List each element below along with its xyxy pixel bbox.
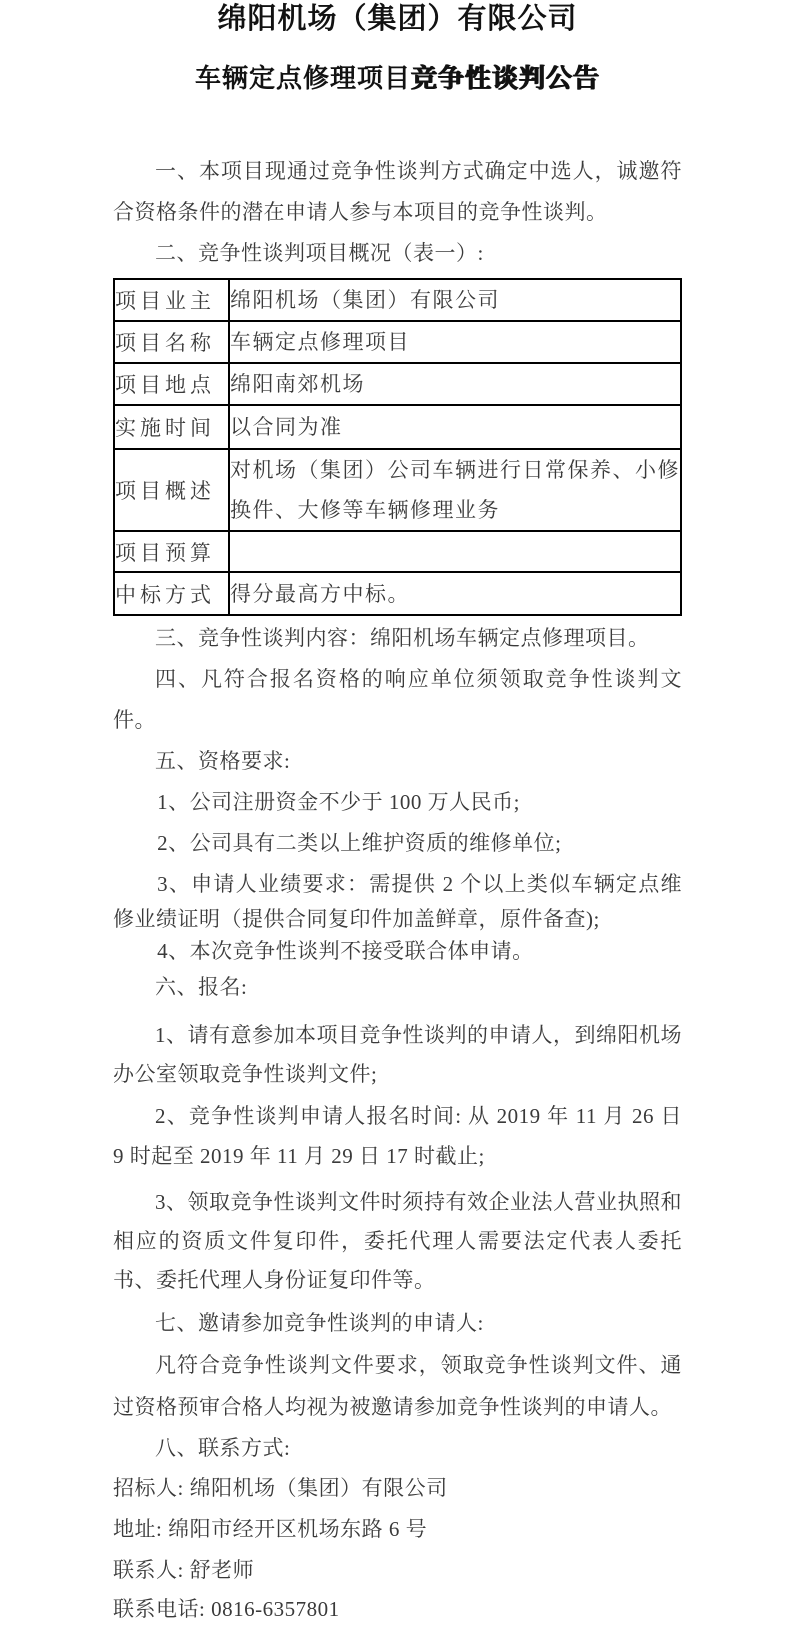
subtitle-project-name: 车辆定点修理项目	[194, 64, 411, 93]
table-label-cell: 项目预算	[114, 531, 229, 572]
paragraph-signup-1: 1、请有意参加本项目竞争性谈判的申请人，到绵阳机场办公室领取竞争性谈判文件;	[113, 1023, 682, 1086]
paragraph-contact-heading: 八、联系方式:	[155, 1436, 291, 1460]
paragraph-intro: 一、本项目现通过竞争性谈判方式确定中选人，诚邀符合资格条件的潜在申请人参与本项目的竞争性谈判。	[113, 159, 682, 224]
table-label-cell: 项目概述	[114, 449, 229, 531]
paragraph-signup-3: 3、领取竞争性谈判文件时须持有效企业法人营业执照和相应的资质文件复印件，委托代理人需要法定代表人委托书、委托代理人身份证复印件等。	[113, 1190, 682, 1292]
paragraph-content: 三、竞争性谈判内容：绵阳机场车辆定点修理项目。	[155, 626, 650, 650]
table-label-cell: 中标方式	[114, 572, 229, 615]
paragraph-eligibility: 四、凡符合报名资格的响应单位须领取竞争性谈判文件。	[113, 667, 682, 732]
table-label-cell: 项目名称	[114, 321, 229, 363]
project-overview-table	[113, 278, 682, 616]
paragraph-qualification-heading: 五、资格要求:	[155, 749, 291, 773]
table-value-cell: 绵阳南郊机场	[229, 363, 681, 405]
paragraph-qual-4: 4、本次竞争性谈判不接受联合体申请。	[157, 939, 534, 963]
table-row	[114, 363, 681, 405]
table-value-cell: 车辆定点修理项目	[229, 321, 681, 363]
table-value-cell	[229, 531, 681, 572]
paragraph-signup-heading: 六、报名:	[155, 975, 248, 999]
paragraph-invite-heading: 七、邀请参加竞争性谈判的申请人:	[155, 1311, 484, 1335]
table-row	[114, 321, 681, 363]
table-label-cell: 项目业主	[114, 279, 229, 321]
paragraph-invite-body: 凡符合竞争性谈判文件要求，领取竞争性谈判文件、通过资格预审合格人均视为被邀请参加竞争性谈判的申请人。	[113, 1353, 682, 1419]
table-value-cell: 得分最高方中标。	[229, 572, 681, 615]
table-row	[114, 279, 681, 321]
document-title: 绵阳机场（集团）有限公司	[217, 3, 578, 35]
table-row	[114, 572, 681, 615]
paragraph-overview-heading: 二、竞争性谈判项目概况（表一）:	[155, 241, 484, 265]
paragraph-qual-1: 1、公司注册资金不少于 100 万人民币;	[157, 790, 520, 814]
paragraph-qual-3: 3、申请人业绩要求：需提供 2 个以上类似车辆定点维修业绩证明（提供合同复印件加盖鲜章，原件备查);	[113, 872, 682, 931]
contact-person: 联系人: 舒老师	[113, 1558, 255, 1582]
document-subtitle	[113, 60, 682, 98]
table-label-cell: 项目地点	[114, 363, 229, 405]
contact-phone: 联系电话: 0816-6357801	[113, 1597, 340, 1621]
table-value-cell: 对机场（集团）公司车辆进行日常保养、小修换件、大修等车辆修理业务	[229, 449, 681, 531]
table-value-cell: 绵阳机场（集团）有限公司	[229, 279, 681, 321]
paragraph-qual-2: 2、公司具有二类以上维护资质的维修单位;	[157, 831, 562, 855]
contact-bidder: 招标人: 绵阳机场（集团）有限公司	[113, 1476, 448, 1500]
table-value-cell: 以合同为准	[229, 405, 681, 449]
subtitle-announcement-type: 竞争性谈判公告	[411, 64, 601, 93]
table-row	[114, 449, 681, 531]
contact-address: 地址: 绵阳市经开区机场东路 6 号	[113, 1517, 428, 1541]
table-row	[114, 405, 681, 449]
table-label-cell: 实施时间	[114, 405, 229, 449]
paragraph-signup-2: 2、竞争性谈判申请人报名时间: 从 2019 年 11 月 26 日 9 时起至 2019 年 11 月 29 日 17 时截止;	[113, 1104, 682, 1168]
table-row	[114, 531, 681, 572]
